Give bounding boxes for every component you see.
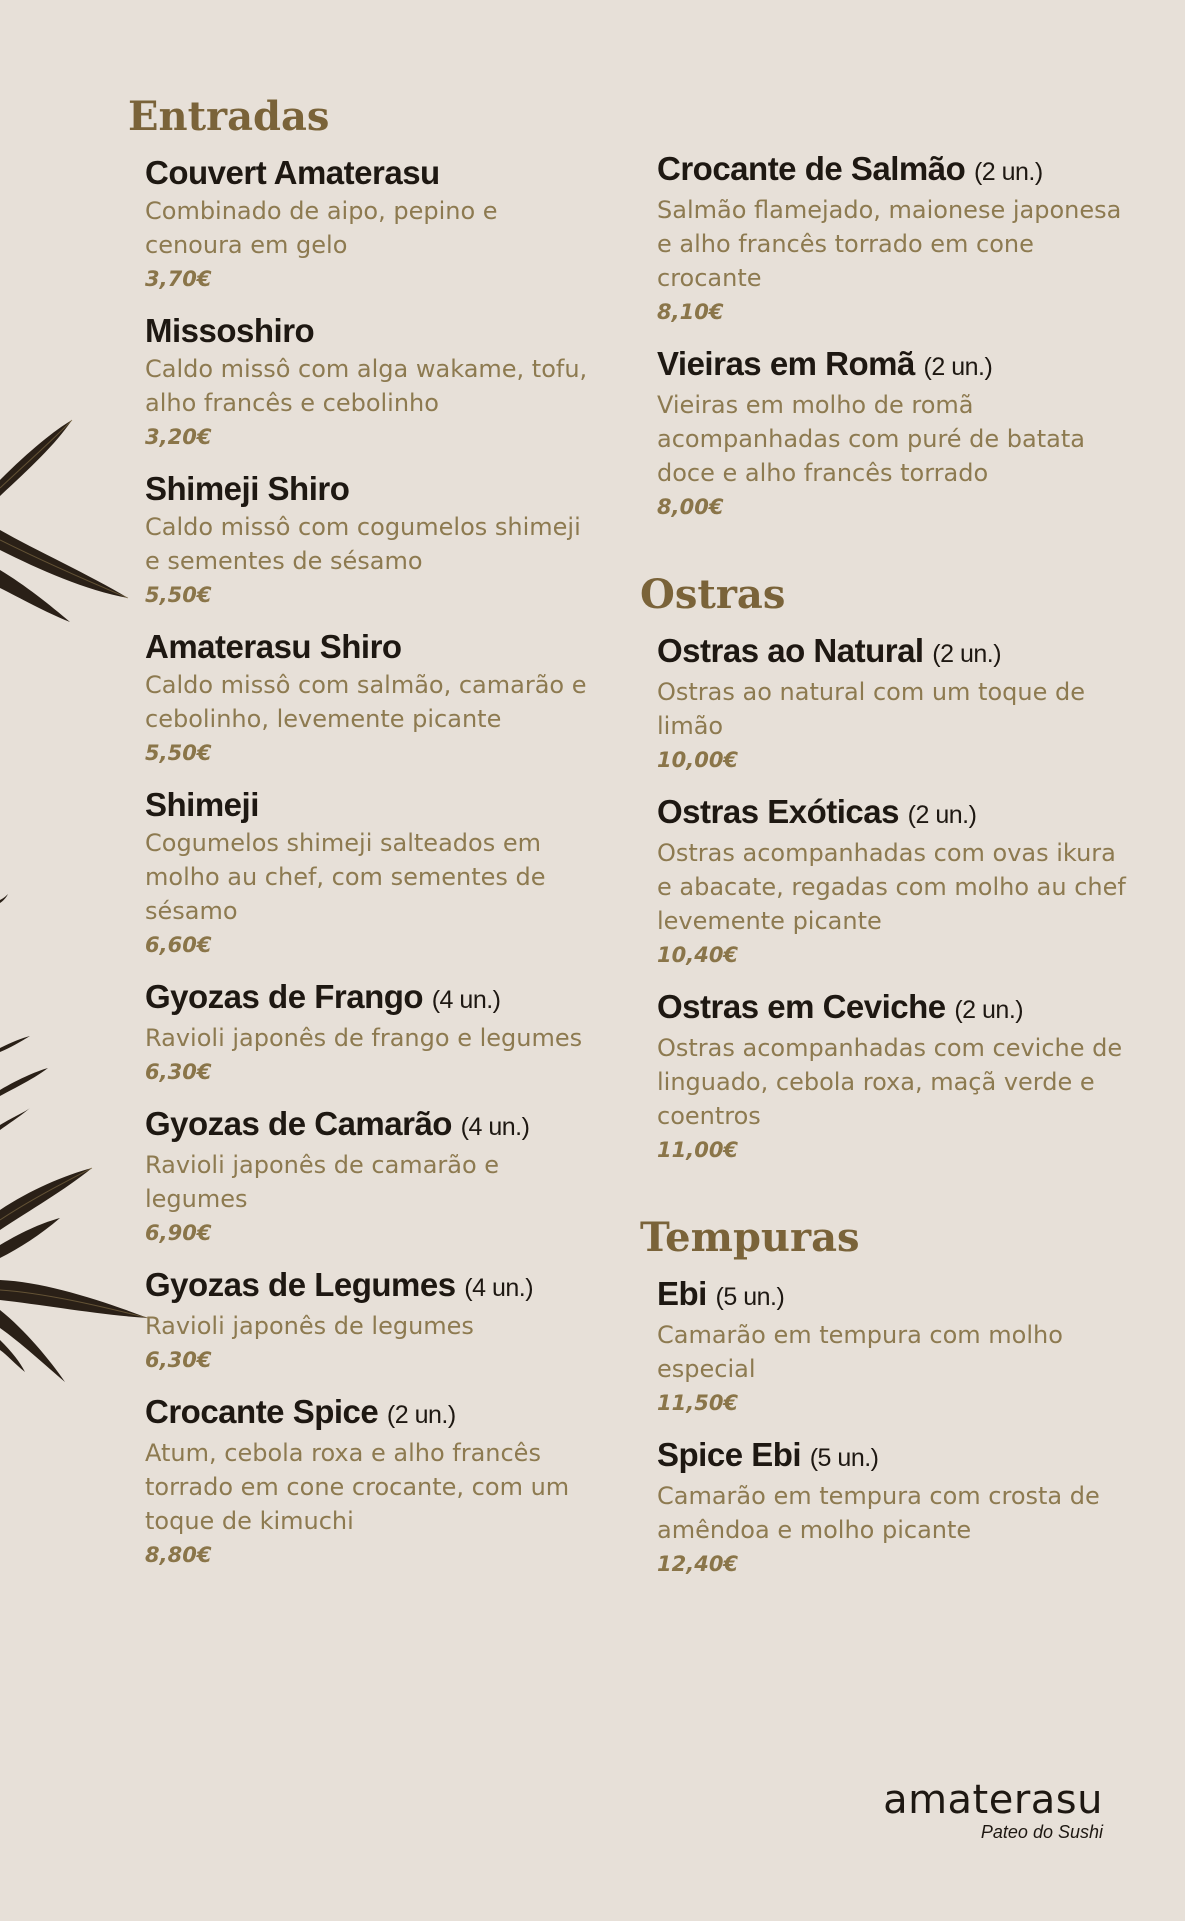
item-name-line <box>657 1436 1130 1477</box>
item-quantity: (4 un.) <box>464 1274 534 1302</box>
brand-logo <box>883 1778 1103 1842</box>
item-price: 10,00€ <box>657 748 739 772</box>
menu-item <box>128 1105 598 1248</box>
menu-item <box>128 470 598 610</box>
item-price: 6,60€ <box>145 933 212 957</box>
menu-item <box>640 632 1130 775</box>
item-quantity: (4 un.) <box>431 986 501 1014</box>
item-name: Spice Ebi <box>657 1436 802 1473</box>
item-description: Camarão em tempura com crosta de amêndoa e molho picante <box>657 1482 1100 1544</box>
item-description: Caldo missô com alga wakame, tofu, alho francês e cebolinho <box>145 355 588 417</box>
item-quantity: (5 un.) <box>715 1283 785 1311</box>
item-name: Vieiras em Romã <box>657 345 915 382</box>
item-name-line <box>657 988 1130 1029</box>
item-price: 10,40€ <box>657 943 739 967</box>
item-description: Ostras acompanhadas com ceviche de linguado, cebola roxa, maçã verde e coentros <box>657 1034 1123 1130</box>
item-description: Combinado de aipo, pepino e cenoura em gelo <box>145 197 498 259</box>
item-quantity: (5 un.) <box>809 1444 879 1472</box>
menu-column-right <box>640 150 1130 1597</box>
menu-column-left <box>128 92 598 1588</box>
item-price: 6,90€ <box>145 1221 212 1245</box>
item-name-line <box>145 628 598 666</box>
item-price: 11,50€ <box>657 1391 739 1415</box>
item-name: Ostras Exóticas <box>657 793 899 830</box>
item-price: 6,30€ <box>145 1060 212 1084</box>
menu-item <box>640 345 1130 522</box>
item-name: Shimeji <box>145 786 259 823</box>
item-name: Ostras ao Natural <box>657 632 924 669</box>
item-name-line <box>657 793 1130 834</box>
brand-subtitle: Pateo do Sushi <box>980 1822 1103 1842</box>
menu-item <box>128 1393 598 1570</box>
item-quantity: (4 un.) <box>460 1113 530 1141</box>
item-quantity: (2 un.) <box>386 1401 456 1429</box>
menu-item <box>640 150 1130 327</box>
item-description: Vieiras em molho de romã acompanhadas com puré de batata doce e alho francês torrado <box>657 391 1085 487</box>
menu-item <box>128 978 598 1087</box>
item-quantity: (2 un.) <box>932 640 1002 668</box>
item-price: 12,40€ <box>657 1552 739 1576</box>
item-name-line <box>145 1266 598 1307</box>
item-name: Gyozas de Legumes <box>145 1266 456 1303</box>
item-price: 8,00€ <box>657 495 724 519</box>
item-price: 8,80€ <box>145 1543 212 1567</box>
menu-item <box>640 1436 1130 1579</box>
item-name-line <box>145 1105 598 1146</box>
item-name-line <box>145 978 598 1019</box>
item-price: 5,50€ <box>145 741 212 765</box>
item-quantity: (2 un.) <box>973 158 1043 186</box>
menu-item <box>640 793 1130 970</box>
item-name: Couvert Amaterasu <box>145 154 440 191</box>
item-description: Ostras acompanhadas com ovas ikura e abacate, regadas com molho au chef levemente picante <box>657 839 1126 935</box>
item-name: Gyozas de Camarão <box>145 1105 452 1142</box>
item-quantity: (2 un.) <box>923 353 993 381</box>
item-name: Shimeji Shiro <box>145 470 350 507</box>
item-description: Ravioli japonês de camarão e legumes <box>145 1151 500 1213</box>
item-description: Ostras ao natural com um toque de limão <box>657 678 1085 740</box>
item-description: Ravioli japonês de legumes <box>145 1312 474 1340</box>
item-price: 5,50€ <box>145 583 212 607</box>
item-name: Crocante Spice <box>145 1393 379 1430</box>
item-price: 3,70€ <box>145 267 212 291</box>
item-price: 3,20€ <box>145 425 212 449</box>
item-name-line <box>657 150 1130 191</box>
item-name: Missoshiro <box>145 312 315 349</box>
item-price: 6,30€ <box>145 1348 212 1372</box>
item-name: Gyozas de Frango <box>145 978 424 1015</box>
item-quantity: (2 un.) <box>907 801 977 829</box>
menu-item <box>640 1275 1130 1418</box>
item-name: Crocante de Salmão <box>657 150 966 187</box>
item-description: Atum, cebola roxa e alho francês torrado em cone crocante, com um toque de kimuchi <box>145 1439 570 1535</box>
item-name: Amaterasu Shiro <box>145 628 402 665</box>
item-name-line <box>145 312 598 350</box>
item-description: Salmão flamejado, maionese japonesa e alho francês torrado em cone crocante <box>657 196 1122 292</box>
item-name-line <box>657 345 1130 386</box>
item-description: Camarão em tempura com molho especial <box>657 1321 1063 1383</box>
item-description: Caldo missô com cogumelos shimeji e sementes de sésamo <box>145 513 581 575</box>
item-description: Caldo missô com salmão, camarão e cebolinho, levemente picante <box>145 671 587 733</box>
section-title-ostras: Ostras <box>640 571 786 618</box>
section-title-entradas: Entradas <box>128 93 330 140</box>
item-name-line <box>657 1275 1130 1316</box>
menu-item <box>128 628 598 768</box>
menu-item <box>128 786 598 960</box>
item-description: Ravioli japonês de frango e legumes <box>145 1024 583 1052</box>
menu-item <box>128 312 598 452</box>
menu-item <box>128 154 598 294</box>
item-name-line <box>145 470 598 508</box>
item-description: Cogumelos shimeji salteados em molho au chef, com sementes de sésamo <box>145 829 546 925</box>
item-name-line <box>145 1393 598 1434</box>
item-name-line <box>145 786 598 824</box>
item-price: 8,10€ <box>657 300 724 324</box>
brand-name: amaterasu <box>883 1777 1103 1823</box>
menu-item <box>128 1266 598 1375</box>
item-quantity: (2 un.) <box>954 996 1024 1024</box>
item-name: Ebi <box>657 1275 707 1312</box>
section-title-tempuras: Tempuras <box>640 1214 860 1261</box>
item-name-line <box>145 154 598 192</box>
item-price: 11,00€ <box>657 1138 739 1162</box>
item-name-line <box>657 632 1130 673</box>
menu-item <box>640 988 1130 1165</box>
item-name: Ostras em Ceviche <box>657 988 946 1025</box>
